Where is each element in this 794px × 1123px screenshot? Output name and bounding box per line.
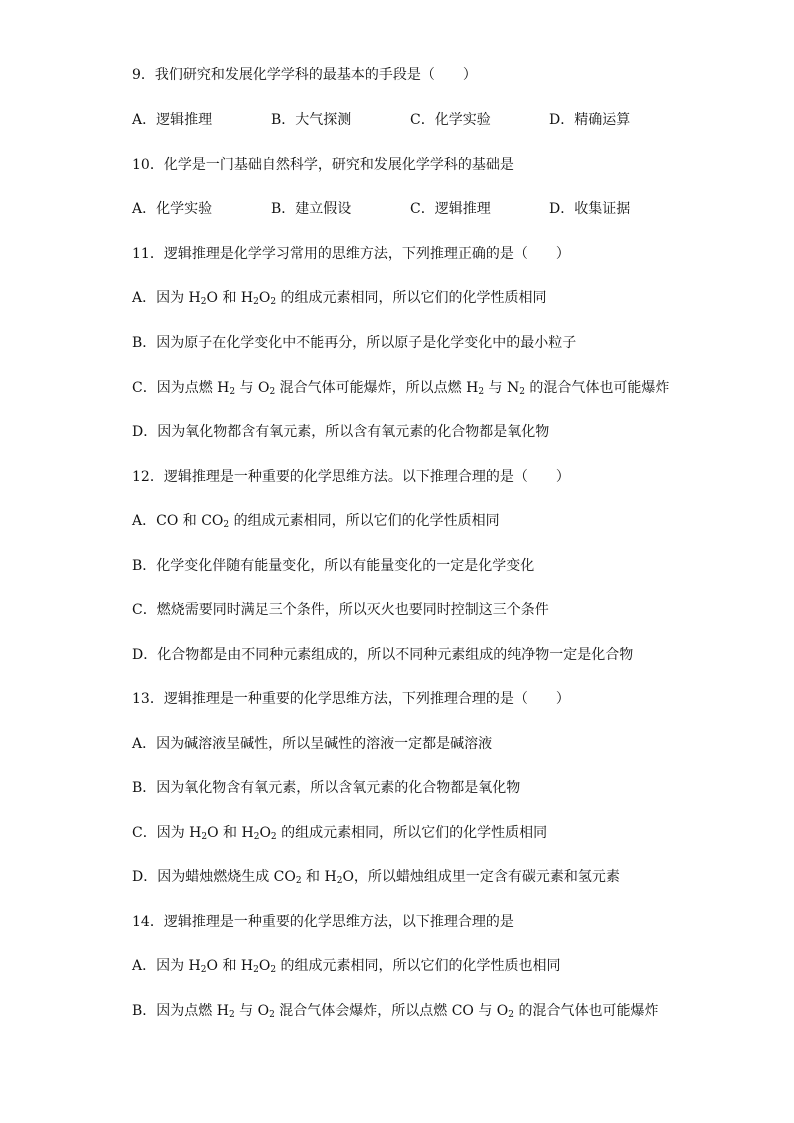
- q11-option-d: D．因为氧化物都含有氧元素，所以含有氧元素的化合物都是氧化物: [132, 424, 550, 440]
- q10-option-a: A．化学实验: [132, 201, 213, 217]
- q12-option-b: B．化学变化伴随有能量变化，所以有能量变化的一定是化学变化: [132, 558, 535, 574]
- question-14-stem: 14．逻辑推理是一种重要的化学思维方法，以下推理合理的是: [132, 914, 514, 930]
- q10-option-c: C．逻辑推理: [410, 201, 491, 217]
- q11-option-a: A．因为 $H_2O$ 和 $H_2O_2$ 的组成元素相同，所以它们的化学性质相同: [132, 290, 547, 307]
- question-11-stem: 11．逻辑推理是化学学习常用的思维方法，下列推理正确的是（ ）: [132, 246, 570, 262]
- q12-option-c: C．燃烧需要同时满足三个条件，所以灭火也要同时控制这三个条件: [132, 602, 549, 618]
- q10-option-d: D．收集证据: [549, 201, 631, 217]
- question-9-options: [132, 109, 754, 131]
- q13-option-d: D．因为蜡烛燃烧生成 $CO_2$ 和 $H_2O$，所以蜡烛组成里一定含有碳元素和氢元素: [132, 869, 620, 886]
- q14-option-b: B．因为点燃 $H_2$ 与 $O_2$ 混合气体会爆炸，所以点燃 CO 与 $O_2$ 的混合气体也可能爆炸: [132, 1003, 659, 1020]
- q9-option-d: D．精确运算: [549, 112, 631, 128]
- q14-option-a: A．因为 $H_2O$ 和 $H_2O_2$ 的组成元素相同，所以它们的化学性质也相同: [132, 958, 561, 975]
- q11-option-c: C．因为点燃 $H_2$ 与 $O_2$ 混合气体可能爆炸，所以点燃 $H_2$ 与 $N_2$ 的混合气体也可能爆炸: [132, 380, 670, 397]
- q12-option-d: D．化合物都是由不同种元素组成的，所以不同种元素组成的纯净物一定是化合物: [132, 647, 634, 663]
- q12-option-a: A．CO 和 $CO_2$ 的组成元素相同，所以它们的化学性质相同: [132, 513, 500, 530]
- q9-option-b: B．大气探测: [271, 112, 352, 128]
- q10-option-b: B．建立假设: [271, 201, 352, 217]
- q9-option-a: A．逻辑推理: [132, 112, 213, 128]
- q13-option-b: B．因为氧化物含有氧元素，所以含氧元素的化合物都是氧化物: [132, 780, 521, 796]
- question-10-stem: 10．化学是一门基础自然科学，研究和发展化学学科的基础是: [132, 157, 514, 173]
- question-13-stem: 13．逻辑推理是一种重要的化学思维方法，下列推理合理的是（ ）: [132, 691, 570, 707]
- q11-option-b: B．因为原子在化学变化中不能再分，所以原子是化学变化中的最小粒子: [132, 335, 577, 351]
- q13-option-c: C．因为 $H_2O$ 和 $H_2O_2$ 的组成元素相同，所以它们的化学性质相同: [132, 825, 548, 842]
- question-12-stem: 12．逻辑推理是一种重要的化学思维方法。以下推理合理的是（ ）: [132, 469, 570, 485]
- q9-option-c: C．化学实验: [410, 112, 491, 128]
- question-9-stem: 9．我们研究和发展化学学科的最基本的手段是（ ）: [132, 67, 477, 83]
- q13-option-a: A．因为碱溶液呈碱性，所以呈碱性的溶液一定都是碱溶液: [132, 736, 493, 752]
- question-10-options: [132, 198, 754, 220]
